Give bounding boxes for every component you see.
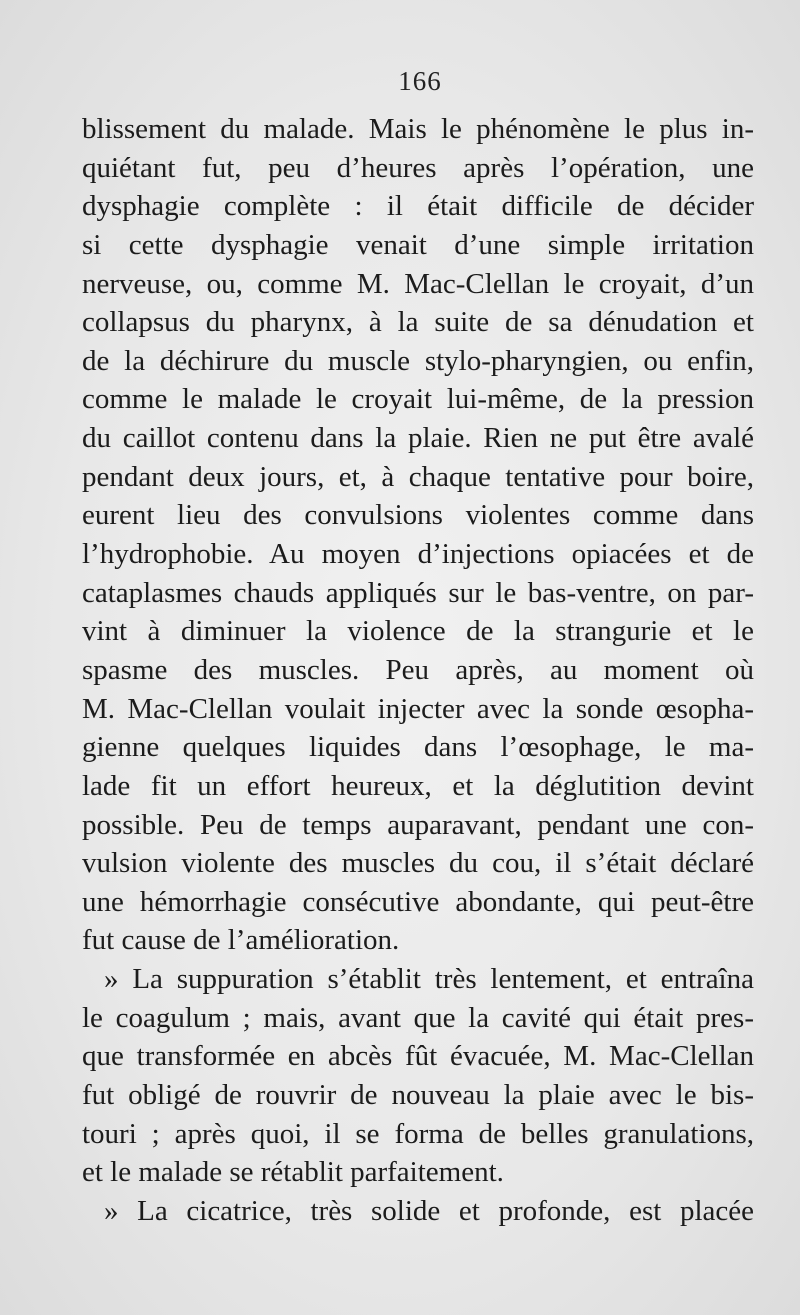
page-number: 166 bbox=[398, 66, 442, 96]
text-line: dysphagie complète : il était difficile de décider bbox=[82, 190, 754, 223]
text-line: le coagulum ; mais, avant que la cavité qui était pres- bbox=[82, 1001, 754, 1034]
paragraph-start-line: » La suppuration s’établit très lentement, et entraîna bbox=[104, 963, 754, 996]
text-line: que transformée en abcès fût évacuée, M. Mac-Clellan bbox=[82, 1040, 754, 1073]
text-line: blissement du malade. Mais le phénomène le plus in- bbox=[82, 113, 754, 145]
text-line: collapsus du pharynx, à la suite de sa dénudation et bbox=[82, 306, 754, 339]
paragraph-start-line: » La cicatrice, très solide et profonde, est placée bbox=[104, 1194, 754, 1227]
body-text bbox=[82, 110, 754, 1231]
text-line: touri ; après quoi, il se forma de belles granulations, bbox=[82, 1117, 754, 1150]
text-line: vulsion violente des muscles du cou, il s’était déclaré bbox=[82, 847, 754, 880]
text-line: cataplasmes chauds appliqués sur le bas-ventre, on par- bbox=[82, 576, 754, 609]
text-line: nerveuse, ou, comme M. Mac-Clellan le croyait, d’un bbox=[82, 267, 754, 300]
text-line: M. Mac-Clellan voulait injecter avec la sonde œsopha- bbox=[82, 692, 754, 725]
text-line: si cette dysphagie venait d’une simple irritation bbox=[82, 228, 754, 261]
text-line: spasme des muscles. Peu après, au moment où bbox=[82, 653, 754, 686]
text-line: gienne quelques liquides dans l’œsophage, le ma- bbox=[82, 731, 754, 764]
text-line: eurent lieu des convulsions violentes comme dans bbox=[82, 499, 754, 532]
text-line: comme le malade le croyait lui-même, de la pression bbox=[82, 383, 754, 416]
text-line: de la déchirure du muscle stylo-pharyngien, ou enfin, bbox=[82, 344, 754, 377]
text-line: l’hydrophobie. Au moyen d’injections opiacées et de bbox=[82, 538, 754, 571]
paragraph-end-line: et le malade se rétablit parfaitement. bbox=[82, 1156, 504, 1189]
paragraph-end-line: fut cause de l’amélioration. bbox=[82, 924, 400, 957]
text-line: quiétant fut, peu d’heures après l’opération, une bbox=[82, 151, 754, 184]
text-line: fut obligé de rouvrir de nouveau la plaie avec le bis- bbox=[82, 1079, 754, 1112]
text-line: possible. Peu de temps auparavant, pendant une con- bbox=[82, 808, 754, 841]
text-line: du caillot contenu dans la plaie. Rien ne put être avalé bbox=[82, 422, 754, 455]
text-line: pendant deux jours, et, à chaque tentative pour boire, bbox=[82, 460, 754, 493]
text-line: une hémorrhagie consécutive abondante, qui peut-être bbox=[82, 885, 754, 918]
text-line: vint à diminuer la violence de la strangurie et le bbox=[82, 615, 754, 648]
text-line: lade fit un effort heureux, et la déglutition devint bbox=[82, 769, 754, 802]
